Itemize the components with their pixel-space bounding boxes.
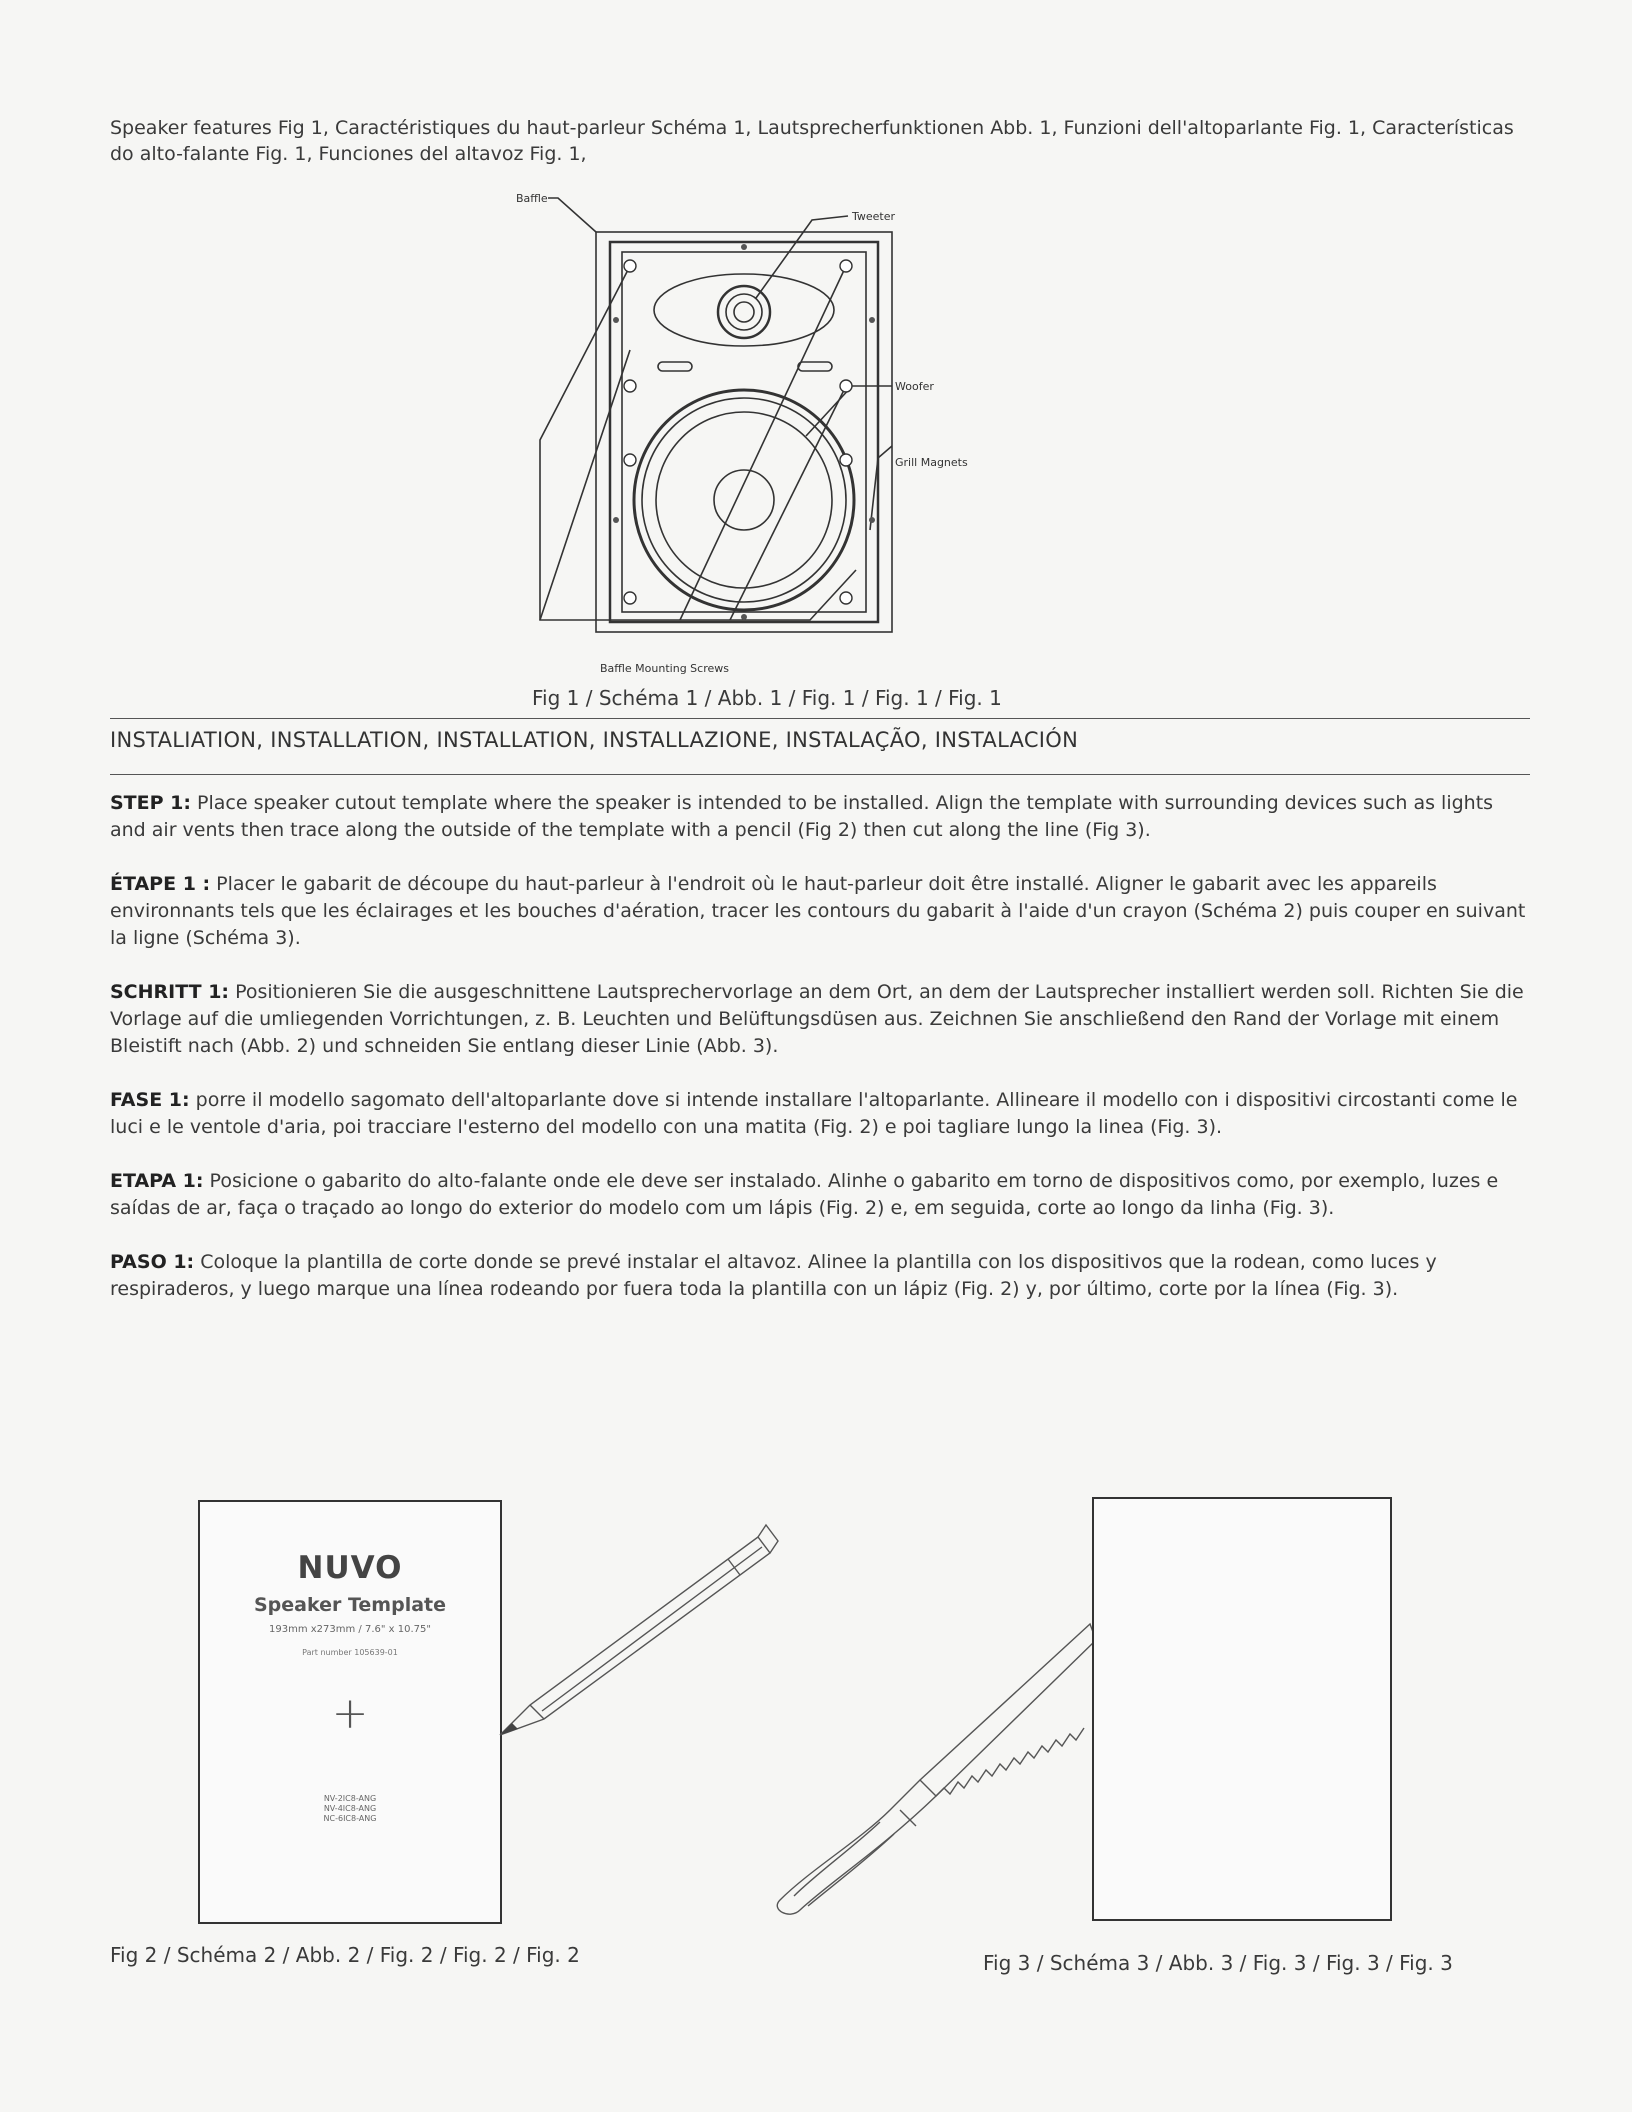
saw-blade [920,1624,1096,1796]
mount-screw [624,454,636,466]
divider-top [110,718,1530,719]
label-baffle: Baffle [516,192,548,205]
grill-magnet [741,244,747,250]
label-grill-magnets: Grill Magnets [895,456,968,469]
step-it: FASE 1: porre il modello sagomato dell'altoparlante dove si intende installare l'altoparlante. Allineare il modello con i dispositivi circostanti come le luci e le ventole d'aria, poi tracciare l'esterno del modello con una matita (Fig. 2) e poi tagliare lungo la linea (Fig. 3). [110,1089,1518,1138]
installation-steps [110,790,1530,1330]
mount-screw [624,260,636,272]
step-es: PASO 1: Coloque la plantilla de corte donde se prevé instalar el altavoz. Alinee la plantilla con los dispositivos que la rodean, como luces y respiraderos, y luego marque una línea rodeando por fuera toda la plantilla con un lápiz (Fig. 2) y, por último, corte por la línea (Fig. 3). [110,1251,1437,1300]
template-title: Speaker Template [253,1594,446,1616]
mount-screw [840,380,852,392]
step-de: SCHRITT 1: Positionieren Sie die ausgeschnittene Lautsprechervorlage an dem Ort, an dem der Lautsprecher installiert werden soll. Richten Sie die Vorlage auf die umliegenden Vorrichtungen, z. B. Leuchten und Belüftungsdüsen aus. Zeichnen Sie anschließend den Rand der Vorlage mit einem Bleistift nach (Abb. 2) und schneiden Sie entlang dieser Linie (Abb. 3). [110,981,1524,1057]
mount-screw [840,454,852,466]
speaker-template-sheet [198,1500,502,1924]
woofer-dustcap [714,470,774,530]
step-en: STEP 1: Place speaker cutout template where the speaker is intended to be installed. Align the template with surrounding devices such as lights and air vents then trace along the outside of the template with a pencil (Fig 2) then cut along the line (Fig 3). [110,792,1494,841]
label-tweeter: Tweeter [852,210,896,223]
template-part-number: Part number 105639-01 [302,1648,398,1657]
cut-template-sheet [1092,1497,1392,1921]
grill-magnet [741,614,747,620]
mount-screw [624,380,636,392]
grill-magnet [869,517,875,523]
model-name: NC-6IC8-ANG [323,1814,377,1823]
label-woofer: Woofer [895,380,934,393]
woofer-surround [634,390,854,610]
step-pt: ETAPA 1: Posicione o gabarito do alto-falante onde ele deve ser instalado. Alinhe o gabarito em torno de dispositivos como, por exemplo, luzes e saídas de ar, faça o traçado ao longo do exterior do modelo com um lápis (Fig. 2) e, em seguida, corte ao longo da linha (Fig. 3). [110,1170,1499,1219]
divider-bottom [110,774,1530,775]
mount-screw [840,260,852,272]
template-dimensions: 193mm x273mm / 7.6" x 10.75" [269,1624,431,1635]
model-name: NV-2IC8-ANG [323,1794,377,1803]
template-models [200,1794,500,1824]
model-name: NV-4IC8-ANG [323,1804,377,1813]
crosshair-icon: + [331,1688,369,1739]
baffle-outline [596,232,892,632]
grill-magnet [613,517,619,523]
installation-heading: INSTALIATION, INSTALLATION, INSTALLATION, INSTALLAZIONE, INSTALAÇÃO, INSTALACIÓN [110,728,1079,752]
speaker-features-intro: Speaker features Fig 1, Caractéristiques du haut-parleur Schéma 1, Lautsprecherfunktionen Abb. 1, Funzioni dell'altoparlante Fig. 1, Características do alto-falante Fig. 1, Funciones del altavoz Fig. 1, [110,117,1514,165]
fig2-caption: Fig 2 / Schéma 2 / Abb. 2 / Fig. 2 / Fig. 2 / Fig. 2 [110,1943,580,1967]
fig1-caption: Fig 1 / Schéma 1 / Abb. 1 / Fig. 1 / Fig. 1 / Fig. 1 [532,686,1002,710]
grill-magnet [869,317,875,323]
slot-left [658,362,692,371]
grill-magnet [613,317,619,323]
slot-right [798,362,832,371]
fig3-caption: Fig 3 / Schéma 3 / Abb. 3 / Fig. 3 / Fig. 3 / Fig. 3 [983,1951,1453,1975]
mount-screw [840,592,852,604]
speaker-diagram-drawing [516,190,1050,680]
template-brand: NUVO [297,1550,403,1586]
label-baffle-screws: Baffle Mounting Screws [600,662,729,675]
speaker-diagram [516,190,1050,680]
saw-icon [760,1610,1100,1920]
mount-screw [624,592,636,604]
step-fr: ÉTAPE 1 : Placer le gabarit de découpe du haut-parleur à l'endroit où le haut-parleur doit être installé. Aligner le gabarit avec les appareils environnants tels que les éclairages et les bouches d'aération, tracer les contours du gabarit à l'aide d'un crayon (Schéma 2) puis couper en suivant la ligne (Schéma 3). [110,873,1526,949]
pencil-icon [490,1505,780,1745]
